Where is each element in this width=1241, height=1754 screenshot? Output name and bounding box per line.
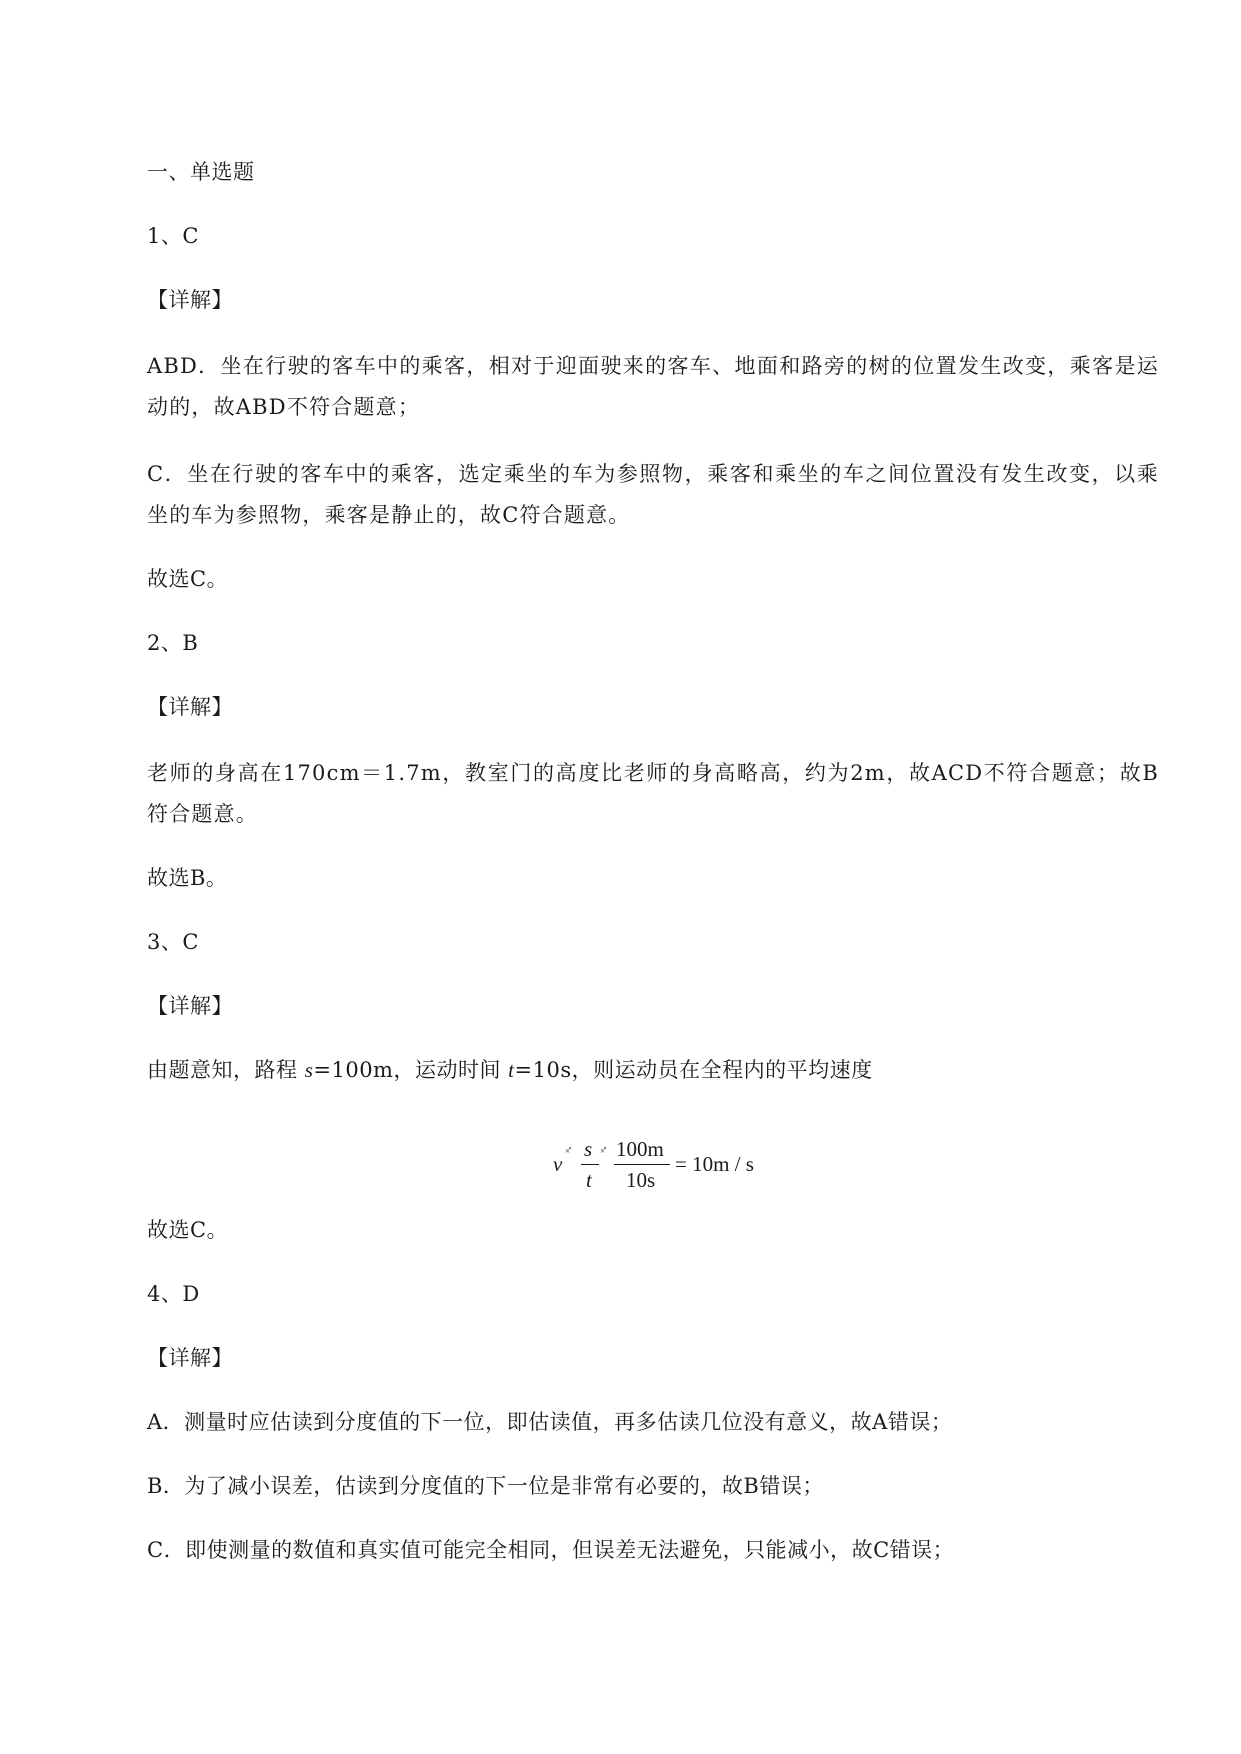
q3-answer: 故选C。 <box>147 1218 229 1242</box>
q3-intro <box>147 1056 873 1084</box>
q1-explanation-c: C．坐在行驶的客车中的乘客，选定乘坐的车为参照物，乘客和乘坐的车之间位置没有发生改变，以乘坐的车为参照物，乘客是静止的，故C符合题意。 <box>147 462 1159 527</box>
q4-heading: 4、D <box>147 1282 200 1306</box>
q1-detail-label: 【详解】 <box>147 288 233 312</box>
q4-option-c: C．即使测量的数值和真实值可能完全相同，但误差无法避免，只能减小，故C错误； <box>147 1538 955 1562</box>
formula-fraction-bar-2 <box>614 1164 670 1165</box>
formula-denominator: 10s <box>626 1168 656 1192</box>
q3-var-t: t <box>508 1058 515 1082</box>
formula-result: = 10m / s <box>675 1152 754 1176</box>
formula-numerator: 100m <box>616 1137 664 1161</box>
formula-t: t <box>586 1168 592 1192</box>
formula-s: s <box>584 1137 593 1161</box>
formula-garbled-symbol-1: ×̊̊ <box>565 1146 571 1156</box>
q3-intro-part1: 由题意知，路程 <box>147 1058 298 1082</box>
q3-detail-label: 【详解】 <box>147 994 233 1018</box>
q2-answer: 故选B。 <box>147 866 228 890</box>
q2-explanation: 老师的身高在170cm＝1.7m，教室门的高度比老师的身高略高，约为2m，故ACD不符合题意；故B符合题意。 <box>147 761 1159 826</box>
section-title: 一、单选题 <box>147 160 255 184</box>
q3-var-s: s <box>304 1058 314 1082</box>
q3-intro-part3: =10s，则运动员在全程内的平均速度 <box>514 1058 873 1082</box>
formula-garbled-symbol-2: ×̊̊ <box>600 1146 606 1156</box>
formula-fraction-bar-1 <box>581 1164 599 1165</box>
formula-v: v <box>553 1152 563 1176</box>
q1-answer: 故选C。 <box>147 567 229 591</box>
q3-intro-part2: =100m，运动时间 <box>313 1058 501 1082</box>
q1-explanation-abd: ABD．坐在行驶的客车中的乘客，相对于迎面驶来的客车、地面和路旁的树的位置发生改变，乘客是运动的，故ABD不符合题意； <box>147 354 1159 419</box>
q3-heading: 3、C <box>147 930 199 954</box>
q2-detail-label: 【详解】 <box>147 695 233 719</box>
q2-heading: 2、B <box>147 631 199 655</box>
q4-option-b: B．为了减小误差，估读到分度值的下一位是非常有必要的，故B错误； <box>147 1474 824 1498</box>
q4-detail-label: 【详解】 <box>147 1346 233 1370</box>
q4-option-a: A．测量时应估读到分度值的下一位，即估读值，再多估读几位没有意义，故A错误； <box>147 1410 953 1434</box>
q1-heading: 1、C <box>147 224 199 248</box>
